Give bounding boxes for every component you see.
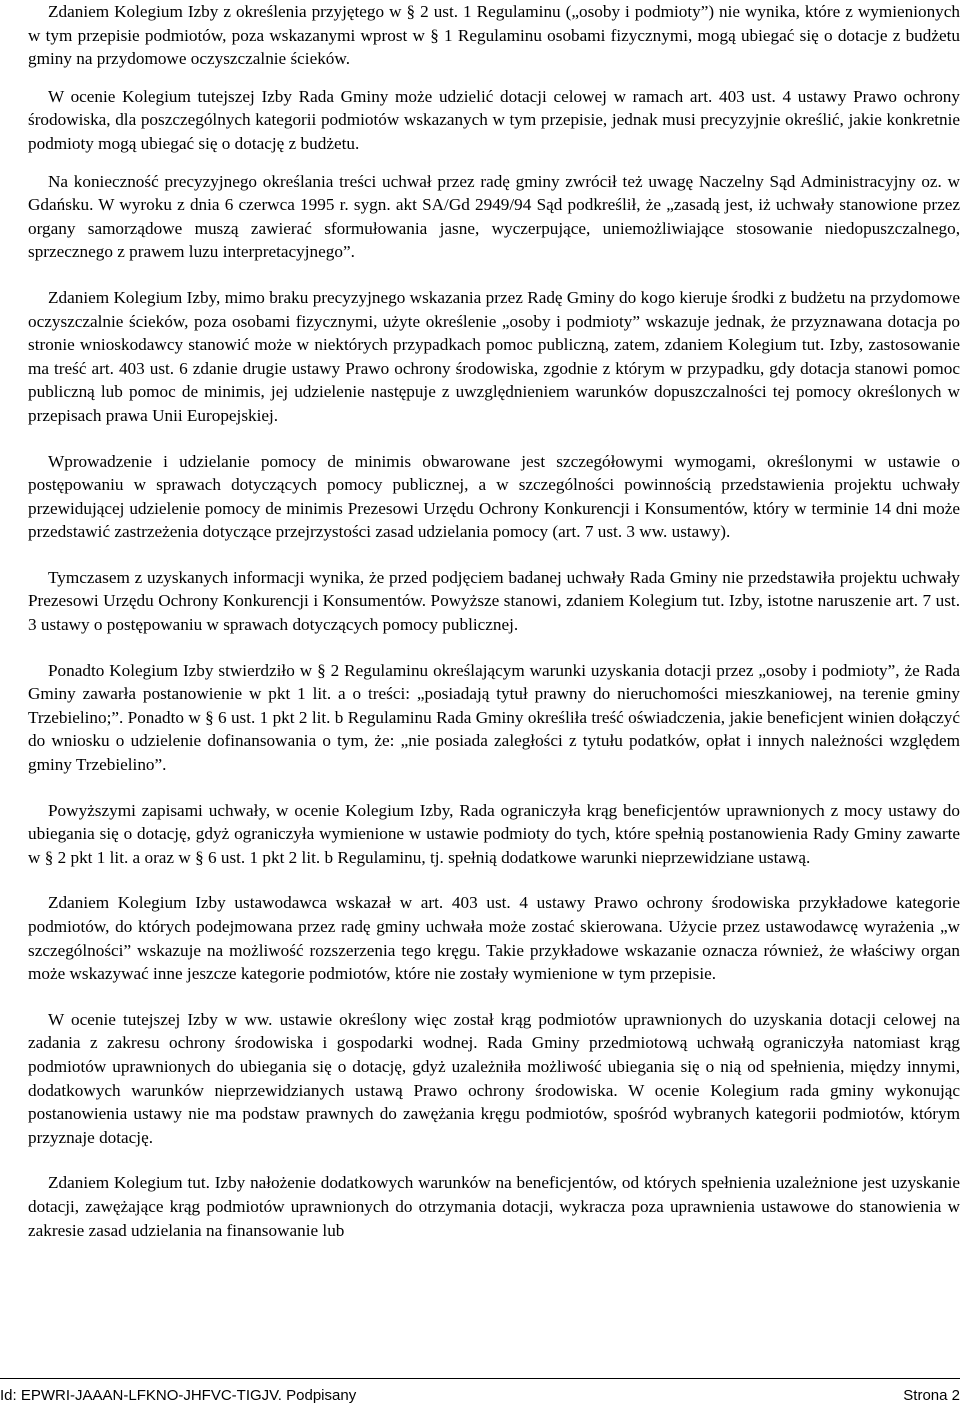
paragraph-7: Ponadto Kolegium Izby stwierdziło w § 2 Regulaminu określającym warunki uzyskania dotacji przez „osoby i podmioty”, że Rada Gminy zawarła postanowienie w pkt 1 lit. a o treści: „posiadają tytuł prawny do nieruchomości mieszkaniowej, na terenie gminy Trzebielino;”. Ponadto w § 6 ust. 1 pkt 2 lit. b Regulaminu Rada Gminy określiła treść oświadczenia, jakie beneficjent winien dołączyć do wniosku o udzielenie dofinansowania o tym, że: „nie posiada zaległości z tytułu podatków, opłat i innych należności względem gminy Trzebielino”.: [28, 660, 960, 775]
document-id: Id: EPWRI-JAAAN-LFKNO-JHFVC-TIGJV. Podpisany: [0, 1387, 357, 1404]
paragraph-4: Zdaniem Kolegium Izby, mimo braku precyzyjnego wskazania przez Radę Gminy do kogo kieruje środki z budżetu na przydomowe oczyszczalnie ścieków, poza osobami fizycznymi, użyte określenie „osoby i podmioty” wskazuje jednak, że przyznawana dotacja po stronie wnioskodawcy stanowić może w niektórych przypadkach pomoc publiczną, zatem, zdaniem Kolegium tut. Izby, zastosowanie ma treść art. 403 ust. 6 zdanie drugie ustawy Prawo ochrony środowiska, zgodnie z którym w przypadku, gdy dotacja stanowi pomoc publiczną lub pomoc de minimis, jej udzielenie następuje z uwzględnieniem warunków dopuszczalności tej pomocy określonych w przepisach prawa Unii Europejskiej.: [28, 287, 960, 425]
paragraph-11: Zdaniem Kolegium tut. Izby nałożenie dodatkowych warunków na beneficjentów, od których spełnienia uzależnione jest uzyskanie dotacji, zawężające krąg podmiotów uprawnionych do otrzymania dotacji, wykracza poza uprawnienia ustawowe do stanowienia w zakresie zasad udzielania na finansowanie lub: [28, 1173, 960, 1240]
paragraph-6: Tymczasem z uzyskanych informacji wynika, że przed podjęciem badanej uchwały Rada Gminy nie przedstawiła projektu uchwały Prezesowi Urzędu Ochrony Konkurencji i Konsumentów. Powyższe stanowi, zdaniem Kolegium tut. Izby, istotne naruszenie art. 7 ust. 3 ustawy o postępowaniu w sprawach dotyczących pomocy publicznej.: [28, 567, 960, 635]
paragraph-3: Na konieczność precyzyjnego określania treści uchwał przez radę gminy zwrócił też uwagę Naczelny Sąd Administracyjny oz. w Gdańsku. W wyroku z dnia 6 czerwca 1995 r. sygn. akt SA/Gd 2949/94 Sąd podkreślił, że „zasadą jest, iż uchwały stanowione przez organy samorządowe muszą zawierać sformułowania jasne, wyczerpujące, uniemożliwiające stosowanie niedopuszczalnego, sprzecznego z prawem luzu interpretacyjnego”.: [28, 171, 960, 262]
paragraph-5: Wprowadzenie i udzielanie pomocy de minimis obwarowane jest szczegółowymi wymogami, określonymi w ustawie o postępowaniu w sprawach dotyczących pomocy publicznej, a w szczególności powinnością przedstawienia projektu uchwały przewidującej udzielenie pomocy de minimis Prezesowi Urzędu Ochrony Konkurencji i Konsumentów, który w terminie 14 dni może przedstawić zastrzeżenia dotyczące przejrzystości zasad udzielania pomocy (art. 7 ust. 3 ww. ustawy).: [28, 451, 960, 542]
footer-divider: [0, 1378, 960, 1379]
paragraph-8: Powyższymi zapisami uchwały, w ocenie Kolegium Izby, Rada ograniczyła krąg beneficjentów uprawnionych z mocy ustawy do ubiegania się o dotację, gdyż ograniczyła wymienione w ustawie podmioty do tych, które spełnią postanowienia Rady Gminy zawarte w § 2 pkt 1 lit. a oraz w § 6 ust. 1 pkt 2 lit. b Regulaminu, tj. spełnią dodatkowe warunki nieprzewidziane ustawą.: [28, 800, 960, 867]
paragraph-1: Zdaniem Kolegium Izby z określenia przyjętego w § 2 ust. 1 Regulaminu („osoby i podmioty”) nie wynika, które z wymienionych w tym przepisie podmiotów, poza wskazanymi wprost w § 1 Regulaminu osobami fizycznymi, mogą ubiegać się o dotacje z budżetu gminy na przydomowe oczyszczalnie ścieków.: [28, 2, 960, 69]
paragraph-2: W ocenie Kolegium tutejszej Izby Rada Gminy może udzielić dotacji celowej w ramach art. 403 ust. 4 ustawy Prawo ochrony środowiska, dla poszczególnych kategorii podmiotów wskazanych w tym przepisie, jednak musi precyzyjnie określić, jakie konkretnie podmioty mogą ubiegać się o dotację z budżetu.: [28, 86, 960, 153]
paragraph-9: Zdaniem Kolegium Izby ustawodawca wskazał w art. 403 ust. 4 ustawy Prawo ochrony środowiska przykładowe kategorie podmiotów, do których podejmowana przez radę gminy uchwała może zostać skierowana. Użycie przez ustawodawcę wyrażenia „w szczególności” wskazuje na możliwość rozszerzenia tego kręgu. Takie przykładowe wskazanie oznacza również, że właściwy organ może wskazywać inne jeszcze kategorie podmiotów, które nie zostały wymienione w tym przepisie.: [28, 893, 960, 984]
paragraph-10: W ocenie tutejszej Izby w ww. ustawie określony więc został krąg podmiotów uprawnionych do uzyskania dotacji celowej na zadania z zakresu ochrony środowiska i gospodarki wodnej. Rada Gminy przedmiotową uchwałą ograniczyła natomiast krąg podmiotów uprawnionych do ubiegania się o dotację, gdyż uzależniła możliwość ubiegania się o nią od spełnienia, między innymi, dodatkowych warunków nieprzewidzianych ustawą Prawo ochrony środowiska. W ocenie Kolegium rada gminy wykonując postanowienia ustawy nie ma podstaw prawnych do zawężania kręgu podmiotów, spośród wybranych kategorii podmiotów, którym przyznaje dotację.: [28, 1009, 960, 1147]
page-number: Strona 2: [903, 1387, 960, 1404]
